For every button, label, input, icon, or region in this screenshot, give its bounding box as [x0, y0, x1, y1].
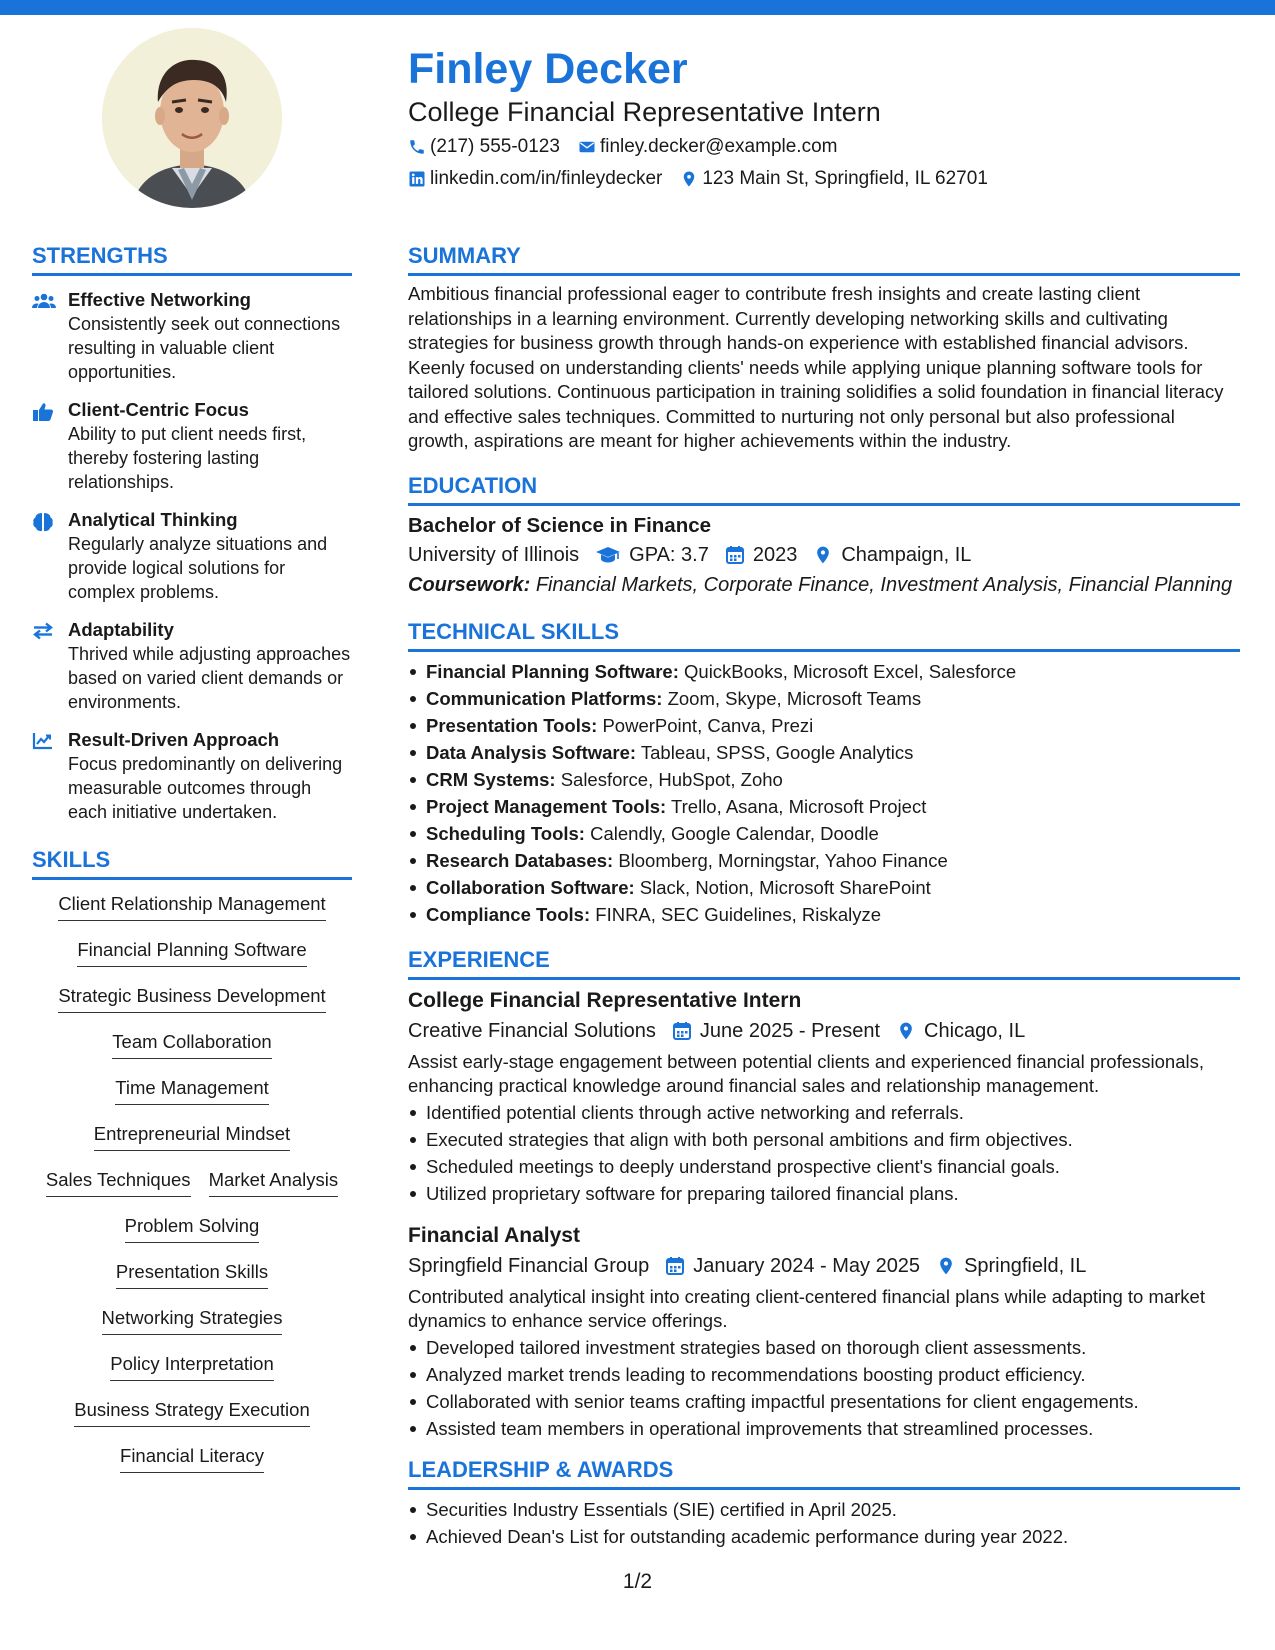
- company-text: Creative Financial Solutions: [408, 1019, 656, 1042]
- job-bullets: [408, 1099, 1240, 1207]
- skill-tag: Problem Solving: [125, 1214, 260, 1243]
- linkedin-text: linkedin.com/in/finleydecker: [430, 168, 663, 189]
- skill-values: Slack, Notion, Microsoft SharePoint: [639, 876, 931, 898]
- dates-item: [665, 1251, 920, 1281]
- page-number: 1/2: [622, 1570, 653, 1593]
- list-item: [408, 820, 1240, 847]
- phone-contact[interactable]: [408, 134, 560, 160]
- address-contact: [680, 166, 988, 192]
- list-item: Analyzed market trends leading to recommendations boosting product efficiency.: [408, 1361, 1240, 1388]
- strength-description: Thrived while adjusting approaches based on varied client demands or environments.: [68, 644, 351, 712]
- contact-row-1: [408, 134, 1238, 160]
- right-column: [408, 242, 1240, 1550]
- company-text: Springfield Financial Group: [408, 1254, 650, 1277]
- skill-tag: Financial Literacy: [120, 1444, 264, 1473]
- candidate-role: College Financial Representative Intern: [408, 97, 881, 127]
- strength-title: Adaptability: [68, 619, 174, 640]
- experience-heading: EXPERIENCE: [408, 946, 1240, 980]
- strengths-list: [32, 288, 352, 824]
- strength-description: Ability to put client needs first, thereby fostering lasting relationships.: [68, 424, 307, 492]
- skill-category: Communication Platforms:: [426, 687, 663, 709]
- list-item: Utilized proprietary software for preparing tailored financial plans.: [408, 1180, 1240, 1207]
- location-item: [896, 1016, 1025, 1046]
- skills-heading: SKILLS: [32, 846, 352, 880]
- summary-section: [408, 242, 1240, 454]
- company-item: [408, 1016, 656, 1046]
- location-text: Chicago, IL: [924, 1019, 1026, 1042]
- envelope-icon: [578, 138, 596, 156]
- strength-item: [32, 508, 352, 604]
- chart-line-icon: [32, 728, 58, 824]
- school-name: [408, 540, 579, 570]
- skill-values: Bloomberg, Morningstar, Yahoo Finance: [618, 849, 948, 871]
- skill-tag: Networking Strategies: [102, 1306, 283, 1335]
- skill-values: PowerPoint, Canva, Prezi: [602, 714, 814, 736]
- list-item: [408, 766, 1240, 793]
- strength-title: Analytical Thinking: [68, 509, 238, 530]
- top-accent-bar: [0, 0, 1275, 15]
- graduation-cap-icon: [595, 545, 621, 565]
- technical-skills-list: [408, 658, 1240, 928]
- avatar-illustration: [102, 28, 282, 208]
- strength-item: [32, 618, 352, 714]
- list-item: Executed strategies that align with both personal ambitions and firm objectives.: [408, 1126, 1240, 1153]
- skill-values: Trello, Asana, Microsoft Project: [671, 795, 927, 817]
- list-item: Scheduled meetings to deeply understand prospective client's financial goals.: [408, 1153, 1240, 1180]
- job-meta: [408, 1251, 1240, 1281]
- summary-text: Ambitious financial professional eager to contribute fresh insights and create lasting client relationships in a learning environment. Currently developing networking skills and cultivating strategies for business growth through hands-on experience with established financial advisors. Keenly focused on understanding clients' needs while applying unique planning software tools for tailored solutions. Continuous participation in training solidifies a solid foundation in financial literacy and effective sales techniques. Committed to nurturing not only personal but also professional growth, aspirations are meant for higher achievements within the industry.: [408, 283, 1224, 451]
- skill-tag: Client Relationship Management: [58, 892, 325, 921]
- year-text: 2023: [752, 543, 798, 566]
- dates-text: January 2024 - May 2025: [693, 1254, 921, 1277]
- skill-tag: Policy Interpretation: [110, 1352, 274, 1381]
- location-text: Champaign, IL: [841, 543, 972, 566]
- list-item: [408, 685, 1240, 712]
- school-text: University of Illinois: [408, 543, 580, 566]
- coursework-line: [408, 570, 1240, 600]
- job-bullets: [408, 1334, 1240, 1442]
- location-pin-icon: [813, 545, 833, 565]
- skill-values: Tableau, SPSS, Google Analytics: [640, 741, 914, 763]
- list-item: [408, 874, 1240, 901]
- brain-icon: [32, 508, 58, 604]
- skills-list: [32, 892, 352, 1490]
- experience-section: [408, 946, 1240, 1442]
- location-pin-icon: [680, 170, 698, 188]
- education-section: [408, 472, 1240, 600]
- skill-category: Presentation Tools:: [426, 714, 598, 736]
- leadership-section: [408, 1456, 1240, 1550]
- list-item: [408, 658, 1240, 685]
- education-meta: [408, 540, 1240, 570]
- profile-photo: [102, 28, 282, 208]
- leadership-heading: LEADERSHIP & AWARDS: [408, 1456, 1240, 1490]
- calendar-icon: [672, 1021, 692, 1041]
- strength-item: [32, 728, 352, 824]
- job-title: Financial Analyst: [408, 1223, 580, 1247]
- dates-text: June 2025 - Present: [699, 1019, 881, 1042]
- skill-tag: Time Management: [115, 1076, 269, 1105]
- contact-row-2: [408, 166, 1238, 192]
- phone-text: (217) 555-0123: [430, 136, 560, 157]
- left-column: [32, 242, 352, 1490]
- education-heading: EDUCATION: [408, 472, 1240, 506]
- skill-tag: Market Analysis: [209, 1168, 339, 1197]
- job-meta: [408, 1016, 1240, 1046]
- strength-item: [32, 398, 352, 494]
- job-summary: Contributed analytical insight into creating client-centered financial plans while adapting to market dynamics to enhance service offerings.: [408, 1285, 1205, 1331]
- skill-category: Project Management Tools:: [426, 795, 667, 817]
- users-icon: [32, 288, 58, 384]
- skill-tag: Sales Techniques: [46, 1168, 191, 1197]
- linkedin-contact[interactable]: [408, 166, 662, 192]
- strength-description: Regularly analyze situations and provide logical solutions for complex problems.: [68, 534, 328, 602]
- resume-header: [408, 44, 1238, 192]
- strengths-heading: STRENGTHS: [32, 242, 352, 276]
- list-item: [408, 847, 1240, 874]
- strength-item: [32, 288, 352, 384]
- job-entry: [408, 1221, 1240, 1442]
- skill-values: Salesforce, HubSpot, Zoho: [560, 768, 783, 790]
- list-item: [408, 793, 1240, 820]
- list-item: Achieved Dean's List for outstanding academic performance during year 2022.: [408, 1523, 1240, 1550]
- skill-category: CRM Systems:: [426, 768, 556, 790]
- skill-tag: Business Strategy Execution: [74, 1398, 310, 1427]
- strength-description: Consistently seek out connections resulting in valuable client opportunities.: [68, 314, 341, 382]
- location-item: [813, 540, 971, 570]
- gpa-text: GPA: 3.7: [629, 543, 709, 566]
- company-item: [408, 1251, 649, 1281]
- coursework-text: Financial Markets, Corporate Finance, Investment Analysis, Financial Planning: [535, 573, 1233, 596]
- skill-values: Calendly, Google Calendar, Doodle: [590, 822, 879, 844]
- leadership-list: [408, 1496, 1240, 1550]
- skill-category: Financial Planning Software:: [426, 660, 679, 682]
- list-item: Identified potential clients through active networking and referrals.: [408, 1099, 1240, 1126]
- job-title: College Financial Representative Intern: [408, 988, 802, 1012]
- skill-category: Collaboration Software:: [426, 876, 635, 898]
- summary-heading: SUMMARY: [408, 242, 1240, 276]
- job-entry: [408, 986, 1240, 1207]
- skill-tag: Team Collaboration: [112, 1030, 271, 1059]
- skill-values: QuickBooks, Microsoft Excel, Salesforce: [684, 660, 1017, 682]
- list-item: [408, 901, 1240, 928]
- skill-category: Scheduling Tools:: [426, 822, 585, 844]
- candidate-name: Finley Decker: [408, 45, 688, 93]
- linkedin-icon: [408, 170, 426, 188]
- technical-skills-section: [408, 618, 1240, 928]
- strength-description: Focus predominantly on delivering measurable outcomes through each initiative undertaken.: [68, 754, 343, 822]
- skill-values: FINRA, SEC Guidelines, Riskalyze: [595, 903, 882, 925]
- skill-tag: Entrepreneurial Mindset: [94, 1122, 290, 1151]
- skill-category: Data Analysis Software:: [426, 741, 637, 763]
- list-item: [408, 712, 1240, 739]
- location-pin-icon: [896, 1021, 916, 1041]
- strength-title: Result-Driven Approach: [68, 729, 280, 750]
- list-item: Collaborated with senior teams crafting impactful presentations for client engagements.: [408, 1388, 1240, 1415]
- exchange-icon: [32, 618, 58, 714]
- year-item: [725, 540, 798, 570]
- thumbs-up-icon: [32, 398, 58, 494]
- email-contact[interactable]: [578, 134, 838, 160]
- strength-title: Client-Centric Focus: [68, 399, 249, 420]
- list-item: Securities Industry Essentials (SIE) certified in April 2025.: [408, 1496, 1240, 1523]
- email-text: finley.decker@example.com: [599, 136, 838, 157]
- coursework-label: Coursework:: [408, 573, 531, 596]
- list-item: Developed tailored investment strategies based on thorough client assessments.: [408, 1334, 1240, 1361]
- location-item: [936, 1251, 1086, 1281]
- skill-tag: Financial Planning Software: [77, 938, 306, 967]
- job-summary: Assist early-stage engagement between potential clients and experienced financial professionals, enhancing practical knowledge around financial sales and relationship management.: [408, 1050, 1204, 1096]
- list-item: Assisted team members in operational improvements that streamlined processes.: [408, 1415, 1240, 1442]
- location-pin-icon: [936, 1256, 956, 1276]
- skill-tag: Presentation Skills: [116, 1260, 268, 1289]
- gpa-item: [595, 540, 709, 570]
- skill-tag: Strategic Business Development: [58, 984, 325, 1013]
- list-item: [408, 739, 1240, 766]
- skill-category: Research Databases:: [426, 849, 614, 871]
- calendar-icon: [725, 545, 745, 565]
- phone-icon: [408, 138, 426, 156]
- skill-category: Compliance Tools:: [426, 903, 591, 925]
- strength-title: Effective Networking: [68, 289, 251, 310]
- address-text: 123 Main St, Springfield, IL 62701: [702, 168, 988, 189]
- calendar-icon: [665, 1256, 685, 1276]
- degree-title: Bachelor of Science in Finance: [408, 513, 712, 537]
- dates-item: [672, 1016, 880, 1046]
- skill-values: Zoom, Skype, Microsoft Teams: [667, 687, 922, 709]
- technical-skills-heading: TECHNICAL SKILLS: [408, 618, 1240, 652]
- location-text: Springfield, IL: [964, 1254, 1087, 1277]
